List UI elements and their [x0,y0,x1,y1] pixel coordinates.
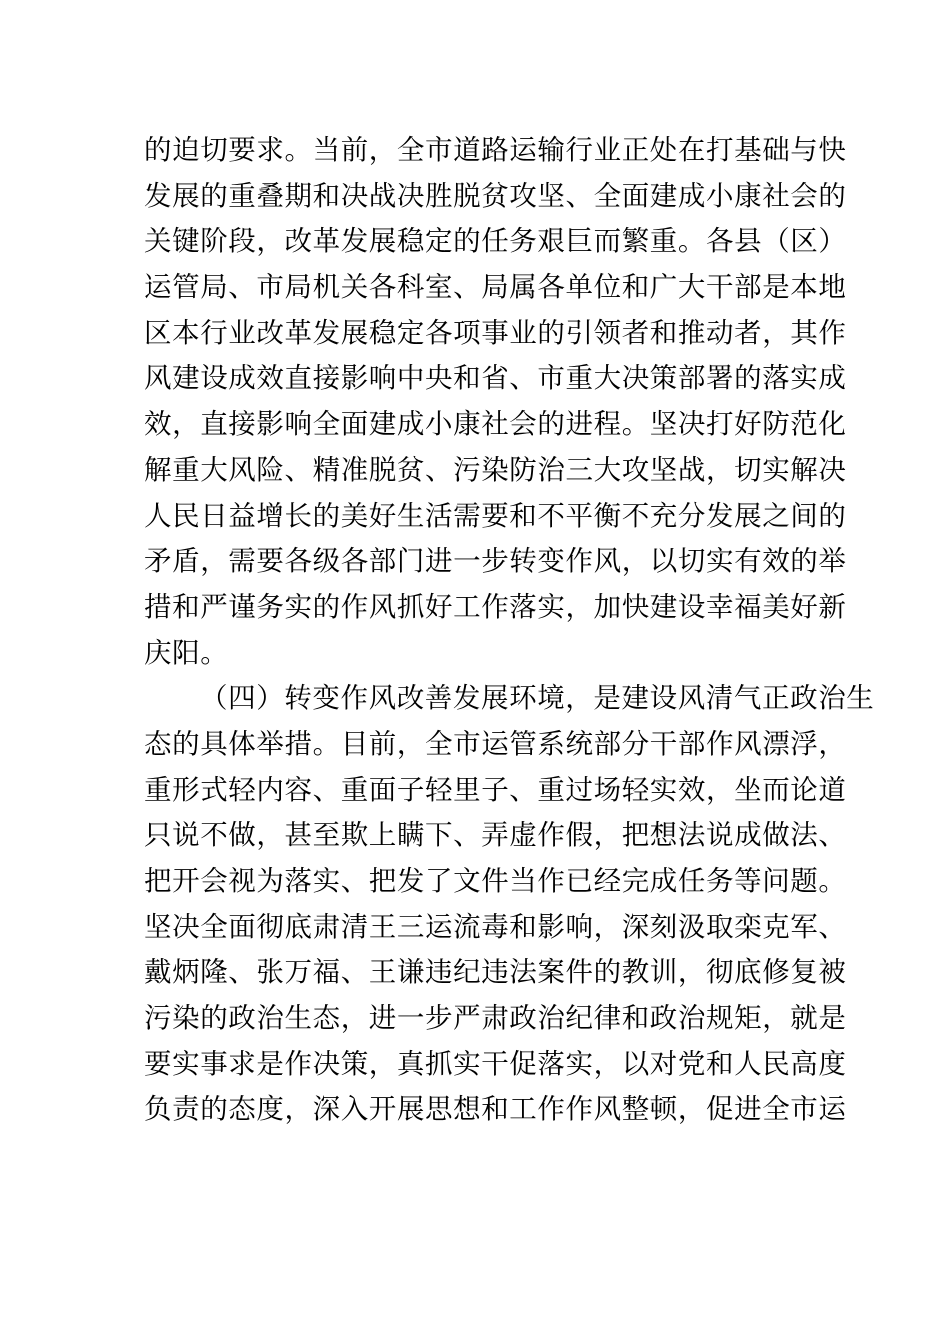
text-line: 污染的政治生态，进一步严肃政治纪律和政治规矩，就是 [144,1002,847,1035]
text-line: 戴炳隆、张万福、王谦违纪违法案件的教训，彻底修复被 [144,956,847,989]
text-line: 负责的态度，深入开展思想和工作作风整顿，促进全市运 [144,1093,847,1126]
text-line: 运管局、市局机关各科室、局属各单位和广大干部是本地 [144,271,847,304]
paragraph-1 [144,128,847,676]
text-line: 效，直接影响全面建成小康社会的进程。坚决打好防范化 [144,408,847,441]
text-line: 区本行业改革发展稳定各项事业的引领者和推动者，其作 [144,316,847,349]
text-line: 发展的重叠期和决战决胜脱贫攻坚、全面建成小康社会的 [144,179,847,212]
text-line: 人民日益增长的美好生活需要和不平衡不充分发展之间的 [144,499,847,532]
text-line: 只说不做，甚至欺上瞒下、弄虚作假，把想法说成做法、 [144,819,847,852]
text-line-indented: （四）转变作风改善发展环境，是建设风清气正政治生 [200,682,875,715]
body-text [144,128,875,1133]
text-line: 要实事求是作决策，真抓实干促落实，以对党和人民高度 [144,1047,847,1080]
text-line: 矛盾，需要各级各部门进一步转变作风，以切实有效的举 [144,545,847,578]
text-line: 态的具体举措。目前，全市运管系统部分干部作风漂浮， [144,727,847,760]
text-line: 把开会视为落实、把发了文件当作已经完成任务等问题。 [144,865,847,897]
text-line: 的迫切要求。当前，全市道路运输行业正处在打基础与快 [144,134,847,166]
paragraph-2 [144,676,875,1133]
text-line: 重形式轻内容、重面子轻里子、重过场轻实效，坐而论道 [144,773,847,806]
text-line: 解重大风险、精准脱贫、污染防治三大攻坚战，切实解决 [144,453,847,486]
text-line: 庆阳。 [144,636,229,669]
text-line: 坚决全面彻底肃清王三运流毒和影响，深刻汲取栾克军、 [144,910,847,943]
text-line: 风建设成效直接影响中央和省、市重大决策部署的落实成 [144,362,847,395]
text-line: 措和严谨务实的作风抓好工作落实，加快建设幸福美好新 [144,590,847,623]
text-line: 关键阶段，改革发展稳定的任务艰巨而繁重。各县（区） [144,225,847,258]
